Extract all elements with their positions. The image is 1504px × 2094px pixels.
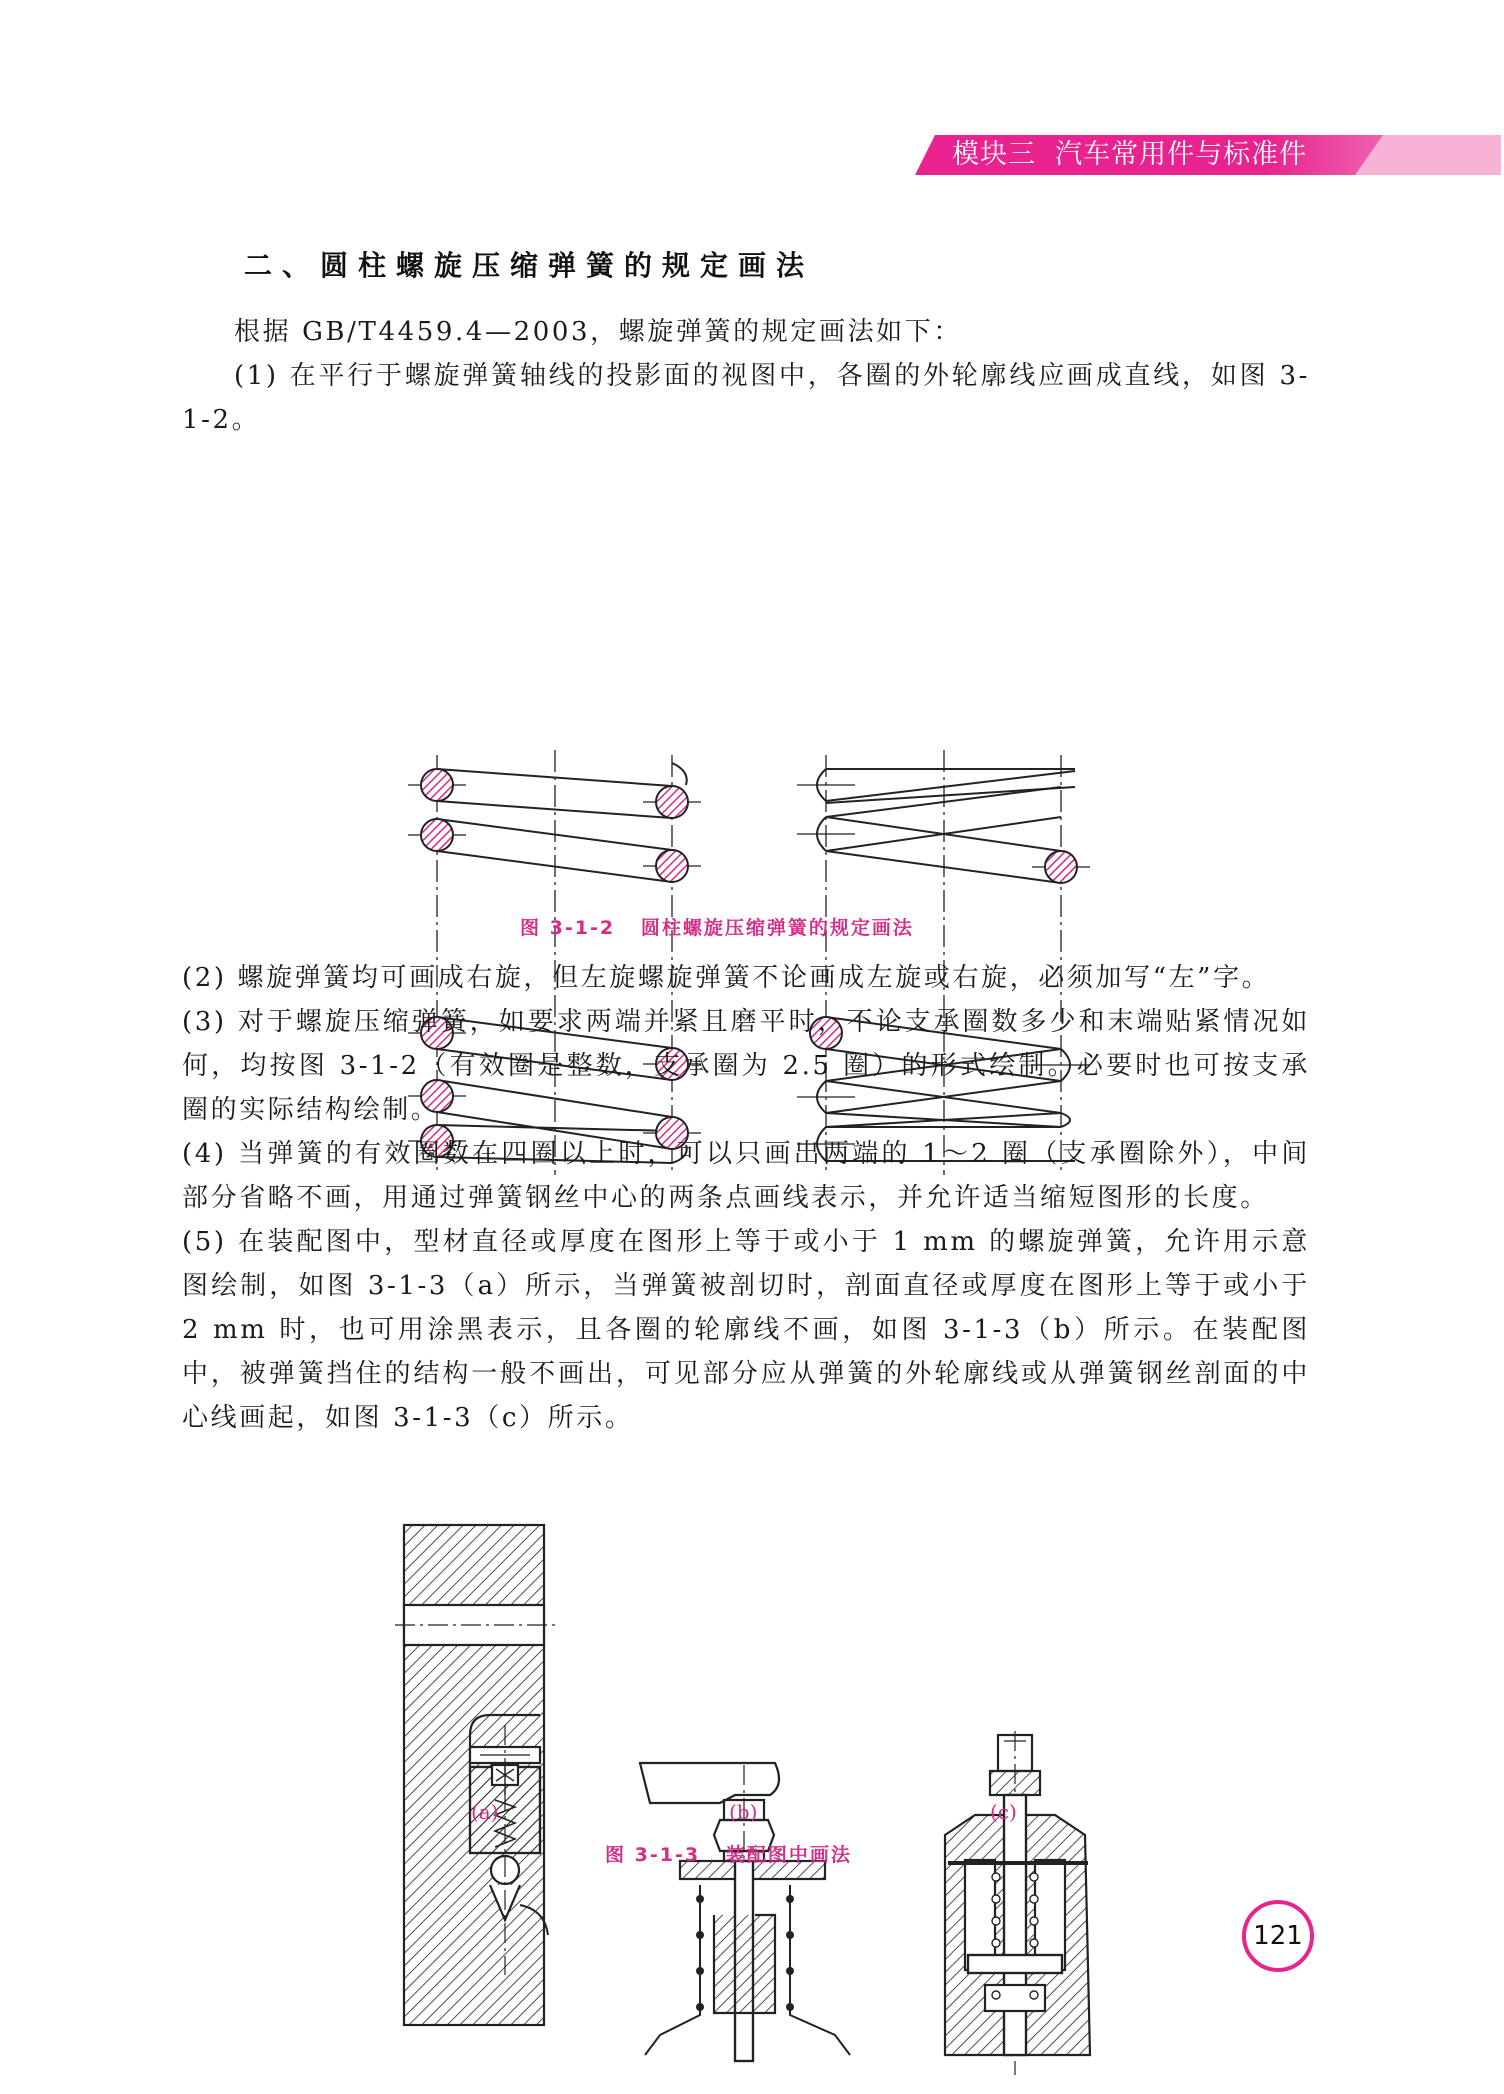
page-number: 121 — [1242, 1900, 1314, 1972]
paragraph-rule-5: (5) 在装配图中，型材直径或厚度在图形上等于或小于 1 mm 的螺旋弹簧，允许用示意图绘制，如图 3-1-3（a）所示，当弹簧被剖切时，剖面直径或厚度在图形上等于或小于 2 mm 时，也可用涂黑表示，且各圈的轮廓线不画，如图 3-1-3（b）所示。在装配图中，被弹簧挡住的结构一般不画出，可见部分应从弹簧的外轮廓线或从弹簧钢丝剖面的中心线画起，如图 3-1-3（c）所示。 — [182, 1227, 1310, 1433]
assembly-drawing-a — [395, 1525, 560, 2025]
figure-3-1-3-caption: 图 3-1-3 装配图中画法 — [605, 1844, 852, 1866]
paragraph-intro: 根据 GB/T4459.4—2003，螺旋弹簧的规定画法如下： — [234, 317, 962, 347]
paragraph-rule-2: (2) 螺旋弹簧均可画成右旋，但左旋螺旋弹簧不论画成左旋或右旋，必须加写“左”字。 — [182, 963, 1271, 993]
figure-3-1-3-label-c: (c) — [990, 1800, 1017, 1824]
section-title: 二、圆柱螺旋压缩弹簧的规定画法 — [244, 249, 815, 282]
header-module: 模块三 — [952, 139, 1036, 170]
figure-3-1-3-label-b: (b) — [729, 1800, 758, 1824]
figure-3-1-2-caption: 图 3-1-2 圆柱螺旋压缩弹簧的规定画法 — [520, 917, 914, 939]
paragraph-rule-4: (4) 当弹簧的有效圈数在四圈以上时，可以只画出两端的 1～2 圈（支承圈除外），中间部分省略不画，用通过弹簧钢丝中心的两条点画线表示，并允许适当缩短图形的长度。 — [182, 1139, 1310, 1213]
assembly-drawing-c — [945, 1731, 1090, 2075]
figure-3-1-3-label-a: (a) — [471, 1800, 499, 1824]
paragraph-rule-3: (3) 对于螺旋压缩弹簧，如要求两端并紧且磨平时，不论支承圈数多少和末端贴紧情况如何，均按图 3-1-2（有效圈是整数，支承圈为 2.5 圈）的形式绘制。必要时也可按支承圈的实际结构绘制。 — [182, 1007, 1310, 1125]
header-chapter-title: 汽车常用件与标准件 — [1055, 139, 1308, 170]
paragraph-rule-1: (1) 在平行于螺旋弹簧轴线的投影面的视图中，各圈的外轮廓线应画成直线，如图 3-1-2。 — [182, 361, 1310, 435]
